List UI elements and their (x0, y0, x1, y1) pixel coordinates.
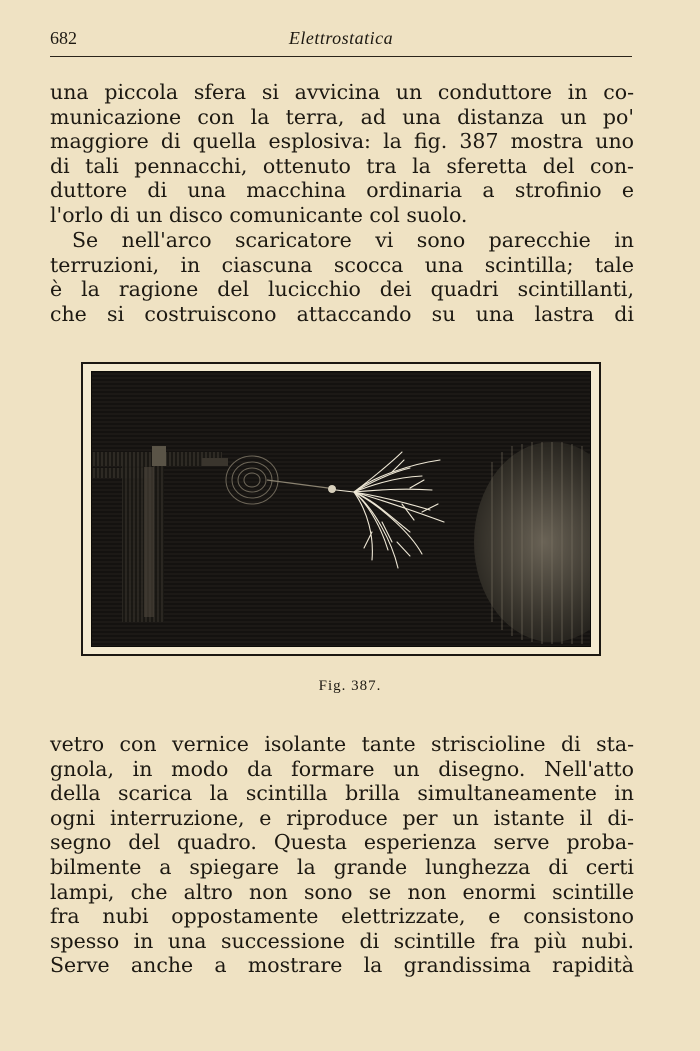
text-line: spesso in una successione di scintille fra più nubi. (50, 928, 634, 953)
figure-engraving (91, 371, 591, 647)
text-line: duttore di una macchina ordinaria a strofinio e (50, 178, 634, 203)
text-line: una piccola sfera si avvicina un conduttore in co- (50, 80, 634, 104)
running-title: Elettrostatica (288, 28, 394, 48)
text-line: lampi, che altro non sono se non enormi scintille (50, 879, 634, 904)
text-line: della scarica la scintilla brilla simultaneamente in (50, 781, 634, 806)
text-line: Se nell'arco scaricatore vi sono parecchie in (72, 228, 634, 252)
text-line: di tali pennacchi, ottenuto tra la sferetta del con- (50, 153, 634, 178)
figure-caption: Fig. 387. (318, 678, 382, 694)
paragraph-1 (50, 80, 634, 228)
text-line: Serve anche a mostrare la grandissima rapidità (50, 953, 634, 978)
text-line: l'orlo di un disco comunicante col suolo. (50, 202, 468, 227)
text-line: fra nubi oppostamente elettrizzate, e consistono (50, 904, 634, 929)
paragraph-3 (50, 732, 634, 978)
text-line: è la ragione del lucicchio dei quadri scintillanti, (50, 277, 634, 302)
text-line: che si costruiscono attaccando su una lastra di (50, 301, 634, 326)
text-line: terruzioni, in ciascuna scocca una scintilla; tale (50, 252, 634, 277)
figure-387 (81, 362, 601, 656)
text-line: segno del quadro. Questa esperienza serve proba- (50, 830, 634, 855)
paragraph-2 (50, 228, 634, 326)
text-line: ogni interruzione, e riproduce per un istante il di- (50, 805, 634, 830)
small-sphere (328, 485, 336, 493)
text-line: bilmente a spiegare la grande lunghezza di certi (50, 854, 634, 879)
page-number: 682 (50, 28, 77, 48)
text-line: gnola, in modo da formare un disegno. Nell'atto (50, 756, 634, 781)
brush-discharge-illustration (92, 372, 590, 646)
text-line: municazione con la terra, ad una distanza un po' (50, 104, 634, 129)
text-line: maggiore di quella esplosiva: la fig. 387 mostra uno (50, 129, 634, 154)
text-line: vetro con vernice isolante tante striscioline di sta- (50, 732, 634, 756)
page-header (50, 28, 632, 54)
header-rule (50, 56, 632, 57)
